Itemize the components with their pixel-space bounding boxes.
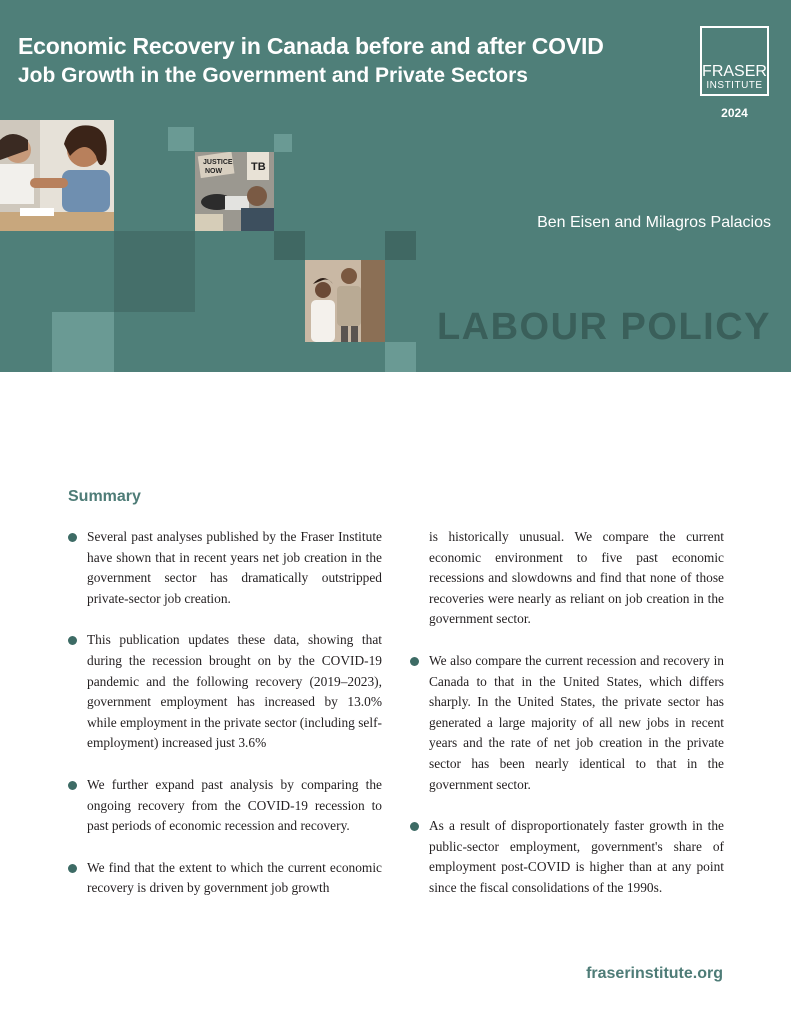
logo-line2: INSTITUTE [706,80,763,91]
workplace-illustration [305,260,385,342]
website-link[interactable]: fraserinstitute.org [586,965,723,982]
decor-square [385,231,416,260]
protest-illustration [195,152,274,231]
summary-left-column [68,527,382,920]
bullet-icon [68,636,77,645]
office-meeting-illustration [0,120,114,231]
svg-text:NOW: NOW [205,168,223,175]
authors: Ben Eisen and Milagros Palacios [537,214,771,231]
cover-banner [0,0,791,372]
bullet-icon [410,822,419,831]
summary-bullet [410,651,724,795]
bullet-text: As a result of disproportionately faster growth in the public-sector employment, government's share of employment post-COVID is higher than at any point since the fiscal consolidations of the 1990s. [429,818,724,895]
bullet-text: We further expand past analysis by comparing the ongoing recovery from the COVID-19 recession to past periods of economic recession and recovery. [87,776,382,834]
report-subtitle: Job Growth in the Government and Private Sectors [18,64,528,87]
summary-bullet [68,858,382,899]
bullet-icon [68,864,77,873]
decor-square [274,231,305,260]
bullet-icon [410,657,419,666]
report-title: Economic Recovery in Canada before and after COVID [18,33,604,59]
summary-bullet [68,630,382,754]
decor-square [114,231,195,312]
svg-text:JUSTICE: JUSTICE [203,159,233,166]
protest-photo [195,152,274,231]
decor-square [168,127,194,151]
decor-square [385,342,416,372]
bullet-text: We also compare the current recession and recovery in Canada to that in the United States, which differs sharply. In the United States, the private sector has generated a large majority of all new jobs in recent years and the rate of net job creation in the private sector has been nearly identical to that in the government sector. [429,652,724,792]
summary-bullet [68,527,382,609]
bullet-text: Several past analyses published by the Fraser Institute have shown that in recent years net job creation in the government sector has dramatically outstripped private-sector job creation. [87,529,382,606]
summary-right-column [410,527,724,920]
summary-heading: Summary [68,488,141,505]
office-meeting-photo [0,120,114,231]
logo-line1: FRASER [702,63,767,80]
svg-text:TB: TB [251,161,266,173]
summary-bullet [410,816,724,898]
decor-square [52,312,114,372]
fraser-institute-logo [700,26,769,96]
workplace-photo [305,260,385,342]
policy-category: LABOUR POLICY [436,306,771,348]
bullet-text: This publication updates these data, showing that during the recession brought on by the COVID-19 pandemic and the following recovery (2019–2023), government employment has increased by 13.0% while employment in the private sector (including self-employment) increased just 3.6% [87,632,382,751]
summary-bullet [68,775,382,837]
summary-bullet-continuation [410,527,724,630]
decor-square [274,134,292,152]
publication-year: 2024 [721,106,748,120]
bullet-text: We find that the extent to which the current economic recovery is driven by government job growth [87,859,382,896]
bullet-text: is historically unusual. We compare the current economic environment to five past economic recessions and slowdowns and find that none of those recoveries were nearly as reliant on job creation in the government sector. [429,529,724,627]
bullet-icon [68,781,77,790]
bullet-icon [68,533,77,542]
